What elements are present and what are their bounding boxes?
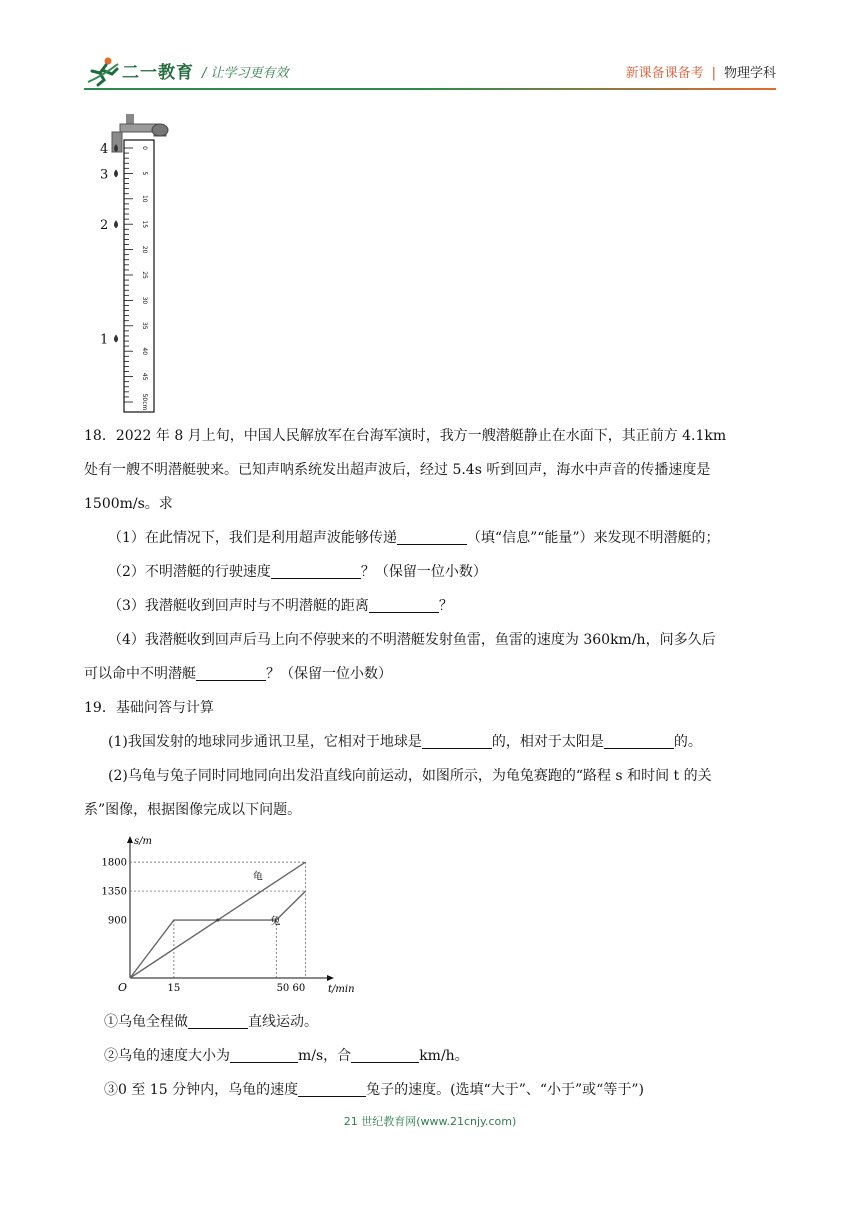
series-label-rabbit: 兔 xyxy=(270,916,281,928)
q18-part3-prefix: （3）我潜艇收到回声时与不明潜艇的距离 xyxy=(108,598,369,614)
drop-position-label: 2 xyxy=(100,218,109,234)
q19-title: 19．基础问答与计算 xyxy=(84,700,214,716)
y-axis-label: s/m xyxy=(134,836,152,847)
q19-sub2-line1: (2)乌龟与兔子同时同地同向出发沿直线向前运动，如图所示，为龟兔赛跑的“路程 s 和时间 t 的关 xyxy=(108,768,712,784)
q19-c2 xyxy=(104,1046,469,1066)
header-right xyxy=(626,62,776,81)
drop-position-label: 1 xyxy=(100,332,109,348)
q19-blank-2[interactable] xyxy=(604,732,674,749)
x-tick-label: 15 xyxy=(167,983,181,994)
series-label-turtle: 龟 xyxy=(252,871,263,883)
ruler-scale-label: 50cm xyxy=(141,393,148,411)
q19-c3-a: ③0 至 15 分钟内，乌龟的速度 xyxy=(104,1082,299,1098)
q18-blank-3[interactable] xyxy=(369,596,439,613)
q19-c1 xyxy=(104,1012,318,1032)
water-drop-icon xyxy=(114,220,118,228)
runner-logo-icon xyxy=(84,56,124,86)
q18-part2 xyxy=(108,562,487,582)
water-drop-icon xyxy=(114,169,118,177)
ruler-scale-label: 20 xyxy=(141,245,148,254)
page-header xyxy=(84,52,776,88)
q18-part1-suffix: （填“信息”“能量”）来发现不明潜艇的； xyxy=(466,530,720,546)
header-separator: | xyxy=(711,66,716,81)
x-axis-label: t/min xyxy=(328,984,355,995)
q18-blank-4[interactable] xyxy=(196,664,266,681)
q19-sub1 xyxy=(108,732,702,752)
ruler-scale-label: 0 xyxy=(141,146,148,150)
q19-c3-b: 兔子的速度。(选填“大于”、“小于”或“等于”) xyxy=(366,1082,644,1098)
q18-line3: 1500m/s。求 xyxy=(84,496,173,512)
q18-line2: 处有一艘不明潜艇驶来。已知声呐系统发出超声波后，经过 5.4s 听到回声，海水中声音的传播速度是 xyxy=(84,462,711,478)
q18-part2-suffix: ？（保留一位小数） xyxy=(360,564,487,580)
q19-c3 xyxy=(104,1080,644,1100)
q18-part4-line1: （4）我潜艇收到回声后马上向不停驶来的不明潜艇发射鱼雷，鱼雷的速度为 360km/h，问多久后 xyxy=(108,632,716,648)
ruler-scale-label: 35 xyxy=(141,321,148,330)
ruler-scale-label: 40 xyxy=(141,347,148,356)
page-footer: 21 世纪教育网(www.21cnjy.com) xyxy=(343,1115,517,1128)
drop-position-label: 4 xyxy=(100,142,109,157)
q19-sub2-line2: 系”图像，根据图像完成以下问题。 xyxy=(84,802,302,818)
q19-sub1-c: 的。 xyxy=(673,734,702,750)
q18-line1: 18．2022 年 8 月上旬，中国人民解放军在台海军演时，我方一艘潜艇静止在水面下，其正前方 4.1km xyxy=(84,428,727,444)
q18-blank-2[interactable] xyxy=(271,562,361,579)
q19-c1-a: ①乌龟全程做 xyxy=(104,1014,188,1030)
series-line-1 xyxy=(130,891,306,978)
ruler-scale-label: 30 xyxy=(141,296,148,305)
ruler-scale-label: 15 xyxy=(141,220,148,229)
q19-blank-4[interactable] xyxy=(230,1046,298,1063)
x-axis-arrow xyxy=(327,975,334,981)
q18-part4-line2 xyxy=(84,664,392,684)
y-tick-label: 900 xyxy=(107,915,127,927)
q19-c2-c: km/h。 xyxy=(419,1048,469,1064)
q19-c1-b: 直线运动。 xyxy=(248,1014,318,1030)
y-axis-arrow xyxy=(127,836,133,843)
q19-blank-6[interactable] xyxy=(298,1080,366,1097)
origin-label: O xyxy=(118,981,128,994)
logo-text: 二一教育 xyxy=(122,63,194,83)
q19-blank-3[interactable] xyxy=(188,1012,248,1029)
q18-part4-suffix: ？（保留一位小数） xyxy=(266,666,392,682)
x-tick-label: 50 60 xyxy=(276,983,306,994)
course-label: 新课备课备考 xyxy=(625,66,704,81)
q19-sub1-b: 的，相对于太阳是 xyxy=(491,734,604,750)
logo xyxy=(84,56,194,86)
water-drop-icon xyxy=(114,335,118,343)
subject-label: 物理学科 xyxy=(723,66,776,81)
q18-part3 xyxy=(108,596,453,616)
q19-c2-a: ②乌龟的速度大小为 xyxy=(104,1048,230,1064)
slogan: / 让学习更有效 xyxy=(202,66,289,81)
ruler-scale-label: 10 xyxy=(141,194,148,203)
drop-position-label: 3 xyxy=(100,167,109,183)
q19-blank-5[interactable] xyxy=(351,1046,419,1063)
q18-part1 xyxy=(108,528,720,548)
q18-part1-prefix: （1）在此情况下，我们是利用超声波能够传递 xyxy=(108,530,397,546)
ruler-scale-label: 45 xyxy=(141,372,148,381)
faucet-ruler-figure xyxy=(96,110,186,416)
st-graph xyxy=(100,836,355,996)
q19-sub1-a: (1)我国发射的地球同步通讯卫星，它相对于地球是 xyxy=(108,734,422,750)
intersection-point xyxy=(216,918,219,921)
q18-part2-prefix: （2）不明潜艇的行驶速度 xyxy=(108,564,271,580)
ruler-scale-label: 5 xyxy=(141,171,148,176)
q18-blank-1[interactable] xyxy=(397,528,467,545)
header-divider xyxy=(84,88,776,90)
y-tick-label: 1350 xyxy=(101,886,127,898)
ruler-scale-label: 25 xyxy=(141,271,148,279)
q18-part3-suffix: ？ xyxy=(438,598,453,614)
y-tick-label: 1800 xyxy=(101,857,127,869)
q19-c2-b: m/s，合 xyxy=(298,1048,352,1064)
q18-part4-prefix: 可以命中不明潜艇 xyxy=(84,666,196,682)
q19-blank-1[interactable] xyxy=(422,732,492,749)
